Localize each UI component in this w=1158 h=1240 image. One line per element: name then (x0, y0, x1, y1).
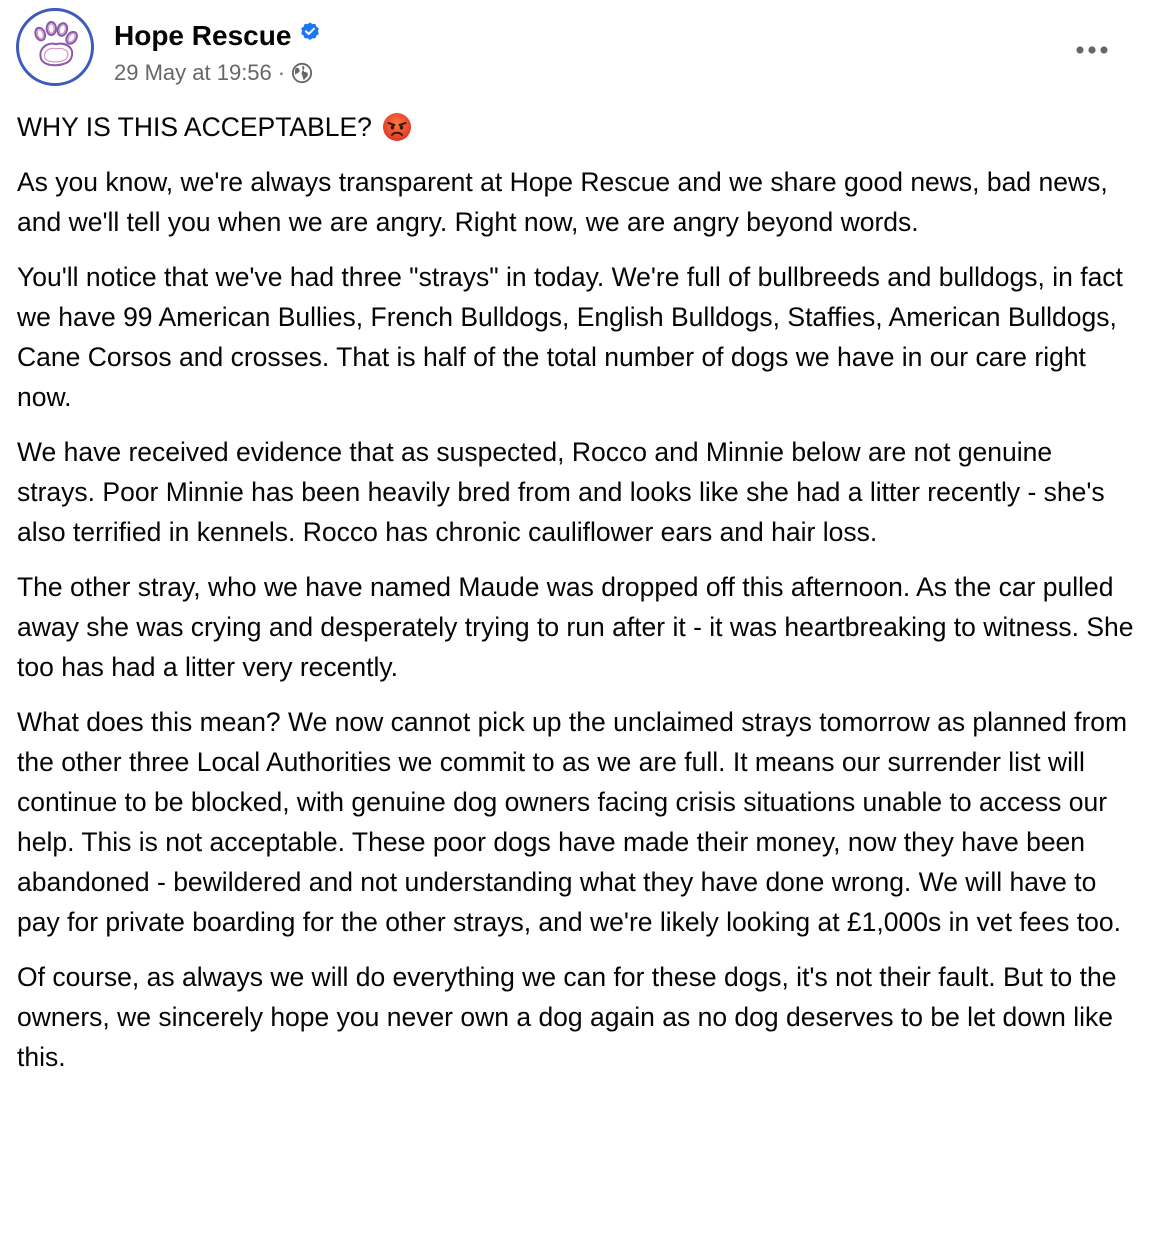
meta-separator: · (277, 60, 286, 85)
post-headline (17, 107, 1137, 147)
post-paragraph: Of course, as always we will do everything we can for these dogs, it's not their fault. But to the owners, we sincerely hope you never own a dog again as no dog deserves to be let down like this. (17, 962, 1117, 1072)
verified-badge-icon (299, 21, 321, 43)
post-paragraph: We have received evidence that as suspected, Rocco and Minnie below are not genuine strays. Poor Minnie has been heavily bred from and looks like she had a litter recently - she's also terrified in kennels. Rocco has chronic cauliflower ears and hair loss. (17, 437, 1105, 547)
more-options-icon (1075, 45, 1109, 55)
post-paragraph: The other stray, who we have named Maude was dropped off this afternoon. As the car pulled away she was crying and desperately trying to run after it - it was heartbreaking to witness. She too has had a litter very recently. (17, 572, 1134, 682)
post-paragraph: As you know, we're always transparent at Hope Rescue and we share good news, bad news, and we'll tell you when we are angry. Right now, we are angry beyond words. (17, 167, 1108, 237)
headline-text: WHY IS THIS ACCEPTABLE? (17, 112, 372, 142)
angry-face-icon (382, 112, 412, 142)
post-meta (114, 58, 313, 88)
post-text (17, 107, 1137, 1092)
paw-logo-icon (19, 11, 91, 83)
post-paragraph: What does this mean? We now cannot pick up the unclaimed strays tomorrow as planned from the other three Local Authorities we commit to as we are full. It means our surrender list will continue to be blocked, with genuine dog owners facing crisis situations unable to access our help. This is not acceptable. These poor dogs have made their money, now they have been abandoned - bewildered and not understanding what they have done wrong. We will have to pay for private boarding for the other strays, and we're likely looking at £1,000s in vet fees too. (17, 707, 1128, 937)
globe-icon[interactable] (291, 62, 313, 84)
more-options-button[interactable] (1072, 30, 1112, 70)
post-paragraph: You'll notice that we've had three "strays" in today. We're full of bullbreeds and bulldogs, in fact we have 99 American Bullies, French Bulldogs, English Bulldogs, Staffies, American Bulldogs, Cane Corsos and crosses. That is half of the total number of dogs we have in our care right now. (17, 262, 1123, 412)
author-name-row (114, 18, 321, 54)
avatar[interactable] (16, 8, 94, 86)
author-name[interactable]: Hope Rescue (114, 20, 292, 51)
post-timestamp[interactable]: 29 May at 19:56 (114, 60, 272, 85)
post-header (16, 8, 1142, 88)
